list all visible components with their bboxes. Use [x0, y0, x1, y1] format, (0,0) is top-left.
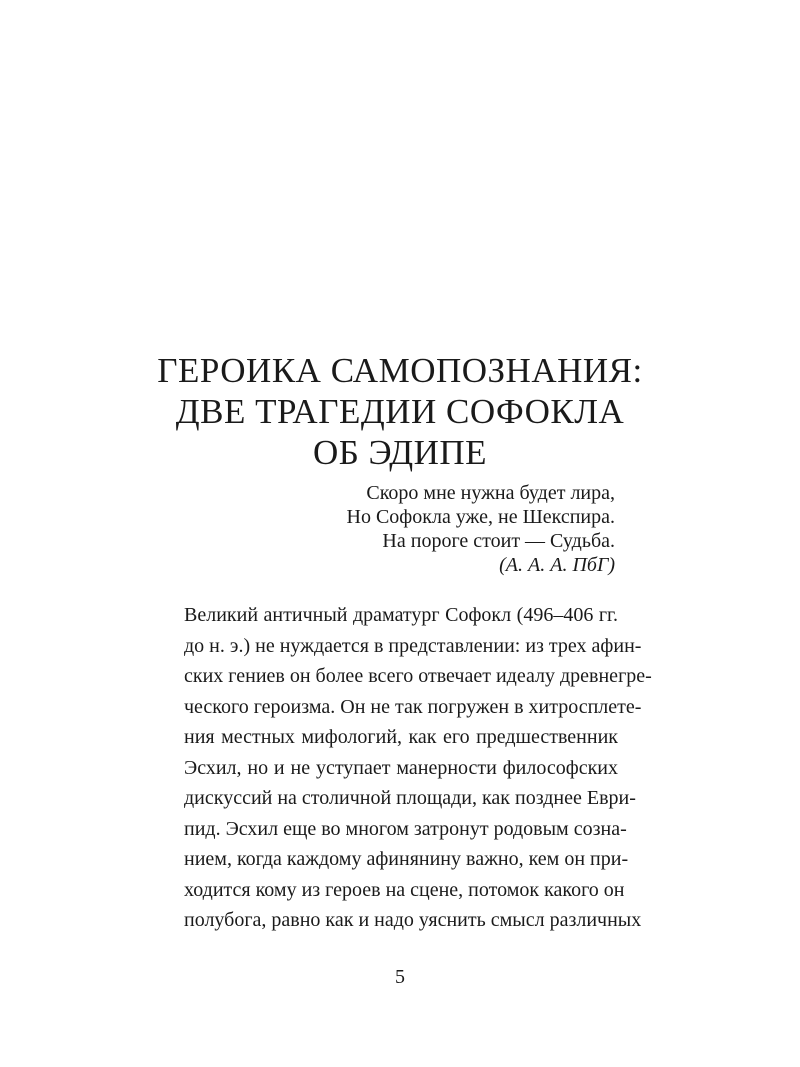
epigraph-line-2: Но Софокла уже, не Шекспира.	[346, 506, 615, 528]
body-line-3: ских гениев он более всего отвечает идеалу древнегре-	[184, 665, 652, 687]
chapter-title-line-1: ГЕРОИКА САМОПОЗНАНИЯ:	[157, 351, 643, 390]
chapter-title-line-3: ОБ ЭДИПЕ	[312, 433, 488, 472]
body-line-10: ходится кому из героев на сцене, потомок какого он	[184, 878, 625, 901]
body-line-7: дискуссий на столичной площади, как позднее Еври-	[184, 787, 636, 809]
body-line-5: ния местных мифологий, как его предшественник	[184, 726, 618, 748]
epigraph-source: (А. А. А. ПбГ)	[499, 554, 615, 576]
body-line-8: пид. Эсхил еще во многом затронут родовым созна-	[184, 817, 627, 840]
body-paragraph	[184, 600, 652, 936]
body-line-4: ческого героизма. Он не так погружен в хитросплете-	[184, 695, 642, 718]
page-number: 5	[395, 966, 405, 988]
chapter-title-line-2: ДВЕ ТРАГЕДИИ СОФОКЛА	[175, 392, 625, 431]
body-line-1: Великий античный драматург Софокл (496–406 гг.	[184, 604, 618, 626]
epigraph-line-1: Скоро мне нужна будет лира,	[366, 482, 615, 504]
body-line-9: нием, когда каждому афинянину важно, кем он при-	[184, 848, 629, 870]
epigraph	[347, 481, 616, 577]
chapter-title	[0, 350, 800, 473]
body-line-11: полубога, равно как и надо уяснить смысл различных	[184, 909, 642, 931]
body-line-6: Эсхил, но и не уступает манерности философских	[184, 756, 618, 779]
body-line-2: до н. э.) не нуждается в представлении: из трех афин-	[184, 634, 642, 657]
epigraph-line-3: На пороге стоит — Судьба.	[382, 530, 615, 552]
